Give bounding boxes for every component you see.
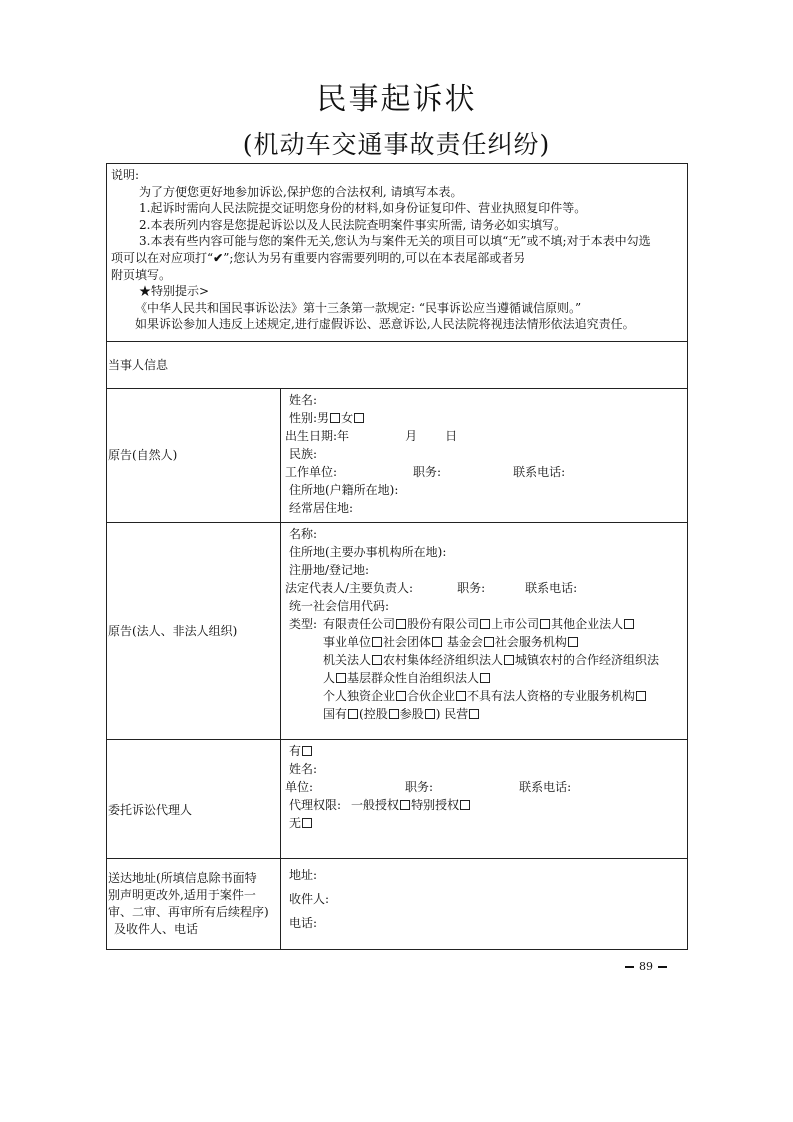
pn-phone-label: 联系电话: xyxy=(513,465,566,479)
pl-type-line-2 xyxy=(285,633,683,651)
pl-name-field[interactable]: 名称: xyxy=(289,527,318,541)
type-sole-proprietorship-label: 个人独资企业 xyxy=(323,689,396,703)
notes-item-1: 1.起诉时需向人民法院提交证明您身份的材料,如身份证复印件、营业执照复印件等。 xyxy=(139,201,587,216)
service-address-row xyxy=(107,859,688,950)
type-professional-service-label: 不具有法人资格的专业服务机构 xyxy=(467,689,636,703)
agent-no-checkbox[interactable] xyxy=(302,818,312,828)
agent-fields xyxy=(281,740,688,859)
type-social-service-label: 社会服务机构 xyxy=(494,635,567,649)
type-social-group-checkbox[interactable] xyxy=(432,637,442,647)
pl-address-field[interactable]: 住所地(主要办事机构所在地): xyxy=(289,545,447,559)
type-rural-collective-checkbox[interactable] xyxy=(504,655,514,665)
authority-special-checkbox[interactable] xyxy=(460,800,470,810)
agent-employment-field[interactable] xyxy=(285,778,683,796)
agent-yes-checkbox[interactable] xyxy=(302,746,312,756)
plaintiff-legal-fields xyxy=(281,523,688,740)
plaintiff-legal-row xyxy=(107,523,688,740)
notes-item-3-line-1: 3.本表有些内容可能与您的案件无关,您认为与案件无关的项目可以填“无”或不填;对于本表中勾选 xyxy=(139,234,651,249)
agent-position-label: 职务: xyxy=(405,780,434,794)
agent-authority-field xyxy=(285,796,683,814)
pn-employment-field[interactable] xyxy=(285,463,683,481)
type-government-label: 机关法人 xyxy=(323,653,372,667)
plaintiff-natural-fields xyxy=(281,389,688,523)
type-minority-stake-label: 参股 xyxy=(399,707,424,721)
plaintiff-natural-label: 原告(自然人) xyxy=(107,389,281,523)
pn-employer-label: 工作单位: xyxy=(285,465,338,479)
type-sole-proprietorship-checkbox[interactable] xyxy=(396,691,406,701)
page-number xyxy=(620,960,672,973)
type-controlling-label: (控股 xyxy=(359,707,388,721)
type-government-checkbox[interactable] xyxy=(372,655,382,665)
type-cooperative-label: 城镇农村的合作经济组织法 xyxy=(515,653,660,667)
page-number-value: 89 xyxy=(639,960,653,973)
agent-employer-label: 单位: xyxy=(285,780,314,794)
notes-item-2: 2.本表所列内容是您提起诉讼以及人民法院查明案件事实所需, 请务必如实填写。 xyxy=(139,217,567,232)
pn-position-label: 职务: xyxy=(413,465,442,479)
pl-type-line-4 xyxy=(285,669,683,687)
agent-no-label: 无 xyxy=(289,816,302,830)
authority-special-label: 特别授权 xyxy=(411,798,460,812)
service-label-line-3: 审、二审、再审所有后续程序) xyxy=(108,905,269,919)
agent-name-field[interactable]: 姓名: xyxy=(289,762,318,776)
agent-row xyxy=(107,740,688,859)
type-foundation-checkbox[interactable] xyxy=(484,637,494,647)
plaintiff-natural-row xyxy=(107,389,688,523)
service-recipient-field[interactable]: 收件人: xyxy=(289,892,330,906)
type-joint-stock-label: 股份有限公司 xyxy=(407,617,480,631)
pn-birth-label: 出生日期: xyxy=(285,429,338,443)
type-foundation-label: 基金会 xyxy=(446,635,483,649)
agent-authority-label: 代理权限: xyxy=(289,798,342,812)
type-grassroots-label: 基层群众性自治组织法人 xyxy=(347,671,480,685)
pl-type-line-5 xyxy=(285,687,683,705)
type-other-enterprise-checkbox[interactable] xyxy=(624,619,634,629)
type-public-institution-label: 事业单位 xyxy=(323,635,372,649)
plaintiff-legal-label: 原告(法人、非法人组织) xyxy=(107,523,281,740)
notes-item-3-line-2 xyxy=(111,250,683,267)
notes-intro: 为了方便您更好地参加诉讼,保护您的合法权利, 请填写本表。 xyxy=(139,184,463,199)
type-professional-service-checkbox[interactable] xyxy=(636,691,646,701)
pl-type-line-6 xyxy=(285,705,683,723)
notes-item-3-line-3: 附页填写。 xyxy=(111,267,172,282)
agent-yes-option[interactable] xyxy=(285,742,683,760)
checkmark-icon: ✔ xyxy=(213,250,224,265)
type-joint-stock-checkbox[interactable] xyxy=(480,619,490,629)
pn-gender-label: 性别: xyxy=(289,411,318,425)
pn-gender-field[interactable] xyxy=(285,409,683,427)
pl-credit-code-field[interactable]: 统一社会信用代码: xyxy=(289,599,390,613)
notes-section xyxy=(107,164,688,342)
authority-general-label: 一般授权 xyxy=(351,798,400,812)
document-subtitle: (机动车交通事故责任纠纷) xyxy=(242,130,551,159)
type-rural-collective-label: 农村集体经济组织法人 xyxy=(383,653,504,667)
male-checkbox[interactable] xyxy=(330,413,340,423)
type-llc-checkbox[interactable] xyxy=(396,619,406,629)
type-stake-close-paren: ) xyxy=(435,707,441,721)
authority-general-checkbox[interactable] xyxy=(400,800,410,810)
notes-row xyxy=(107,164,688,342)
pl-phone-label: 联系电话: xyxy=(525,581,578,595)
complaint-form-table xyxy=(106,163,688,950)
service-label-line-1: 送达地址(所填信息除书面特 xyxy=(108,871,257,885)
pn-domicile-field[interactable]: 住所地(户籍所在地): xyxy=(289,483,399,497)
pl-representative-field[interactable] xyxy=(285,579,683,597)
agent-label: 委托诉讼代理人 xyxy=(107,740,281,859)
service-phone-field[interactable]: 电话: xyxy=(289,916,318,930)
pl-representative-label: 法定代表人/主要负责人: xyxy=(285,581,414,595)
pl-type-label: 类型: xyxy=(289,617,318,631)
type-cooperative-label-end: 人 xyxy=(323,671,336,685)
pn-birth-field[interactable] xyxy=(285,427,683,445)
type-public-institution-checkbox[interactable] xyxy=(372,637,382,647)
type-minority-stake-checkbox[interactable] xyxy=(425,709,435,719)
agent-phone-label: 联系电话: xyxy=(519,780,572,794)
pn-male-label: 男 xyxy=(317,411,330,425)
pl-type-line-3 xyxy=(285,651,683,669)
pn-year-label: 年 xyxy=(337,429,350,443)
pn-ethnicity-field[interactable]: 民族: xyxy=(289,447,318,461)
type-social-service-checkbox[interactable] xyxy=(568,637,578,647)
pn-month-label: 月 xyxy=(405,429,418,443)
type-partnership-label: 合伙企业 xyxy=(407,689,456,703)
service-label-line-2: 别声明更改外,适用于案件一 xyxy=(108,888,256,902)
pl-type-line-1 xyxy=(285,615,683,633)
notes-heading: 说明: xyxy=(111,168,140,182)
special-tip-warning: 如果诉讼参加人违反上述规定,进行虚假诉讼、恶意诉讼,人民法院将视违法情形依法追究责任。 xyxy=(135,317,635,332)
type-private-label: 民营 xyxy=(444,707,469,721)
type-state-owned-checkbox[interactable] xyxy=(348,709,358,719)
special-tip-heading: ★特别提示> xyxy=(139,284,210,299)
type-llc-label: 有限责任公司 xyxy=(323,617,396,631)
service-address-field[interactable]: 地址: xyxy=(289,868,318,882)
type-listed-checkbox[interactable] xyxy=(540,619,550,629)
pl-registered-field[interactable]: 注册地/登记地: xyxy=(289,563,370,577)
pl-position-label: 职务: xyxy=(457,581,486,595)
type-other-enterprise-label: 其他企业法人 xyxy=(551,617,624,631)
type-partnership-checkbox[interactable] xyxy=(456,691,466,701)
agent-no-option[interactable] xyxy=(285,814,683,832)
party-info-row xyxy=(107,342,688,389)
service-address-fields xyxy=(281,859,688,950)
female-checkbox[interactable] xyxy=(354,413,364,423)
type-controlling-checkbox[interactable] xyxy=(389,709,399,719)
type-social-group-label: 社会团体 xyxy=(383,635,432,649)
service-address-label xyxy=(107,859,281,950)
type-grassroots-checkbox[interactable] xyxy=(480,673,490,683)
pn-female-label: 女 xyxy=(341,411,354,425)
pn-day-label: 日 xyxy=(445,429,458,443)
type-listed-label: 上市公司 xyxy=(491,617,540,631)
pn-name-field[interactable]: 姓名: xyxy=(289,393,318,407)
type-state-owned-label: 国有 xyxy=(323,707,348,721)
agent-yes-label: 有 xyxy=(289,744,302,758)
service-label-line-4: 及收件人、电话 xyxy=(114,922,199,936)
type-private-checkbox[interactable] xyxy=(469,709,479,719)
pn-residence-field[interactable]: 经常居住地: xyxy=(289,501,354,515)
type-cooperative-checkbox[interactable] xyxy=(336,673,346,683)
party-info-label: 当事人信息 xyxy=(107,342,688,389)
document-title: 民事起诉状 xyxy=(316,82,477,117)
special-tip-law: 《中华人民共和国民事诉讼法》第十三条第一款规定: “民事诉讼应当遵循诚信原则。” xyxy=(135,300,582,315)
notes-item-3-text-post: ”;您认为另有重要内容需要列明的,可以在本表尾部或者另 xyxy=(223,250,526,265)
notes-item-3-text-pre: 项可以在对应项打“ xyxy=(111,250,214,265)
